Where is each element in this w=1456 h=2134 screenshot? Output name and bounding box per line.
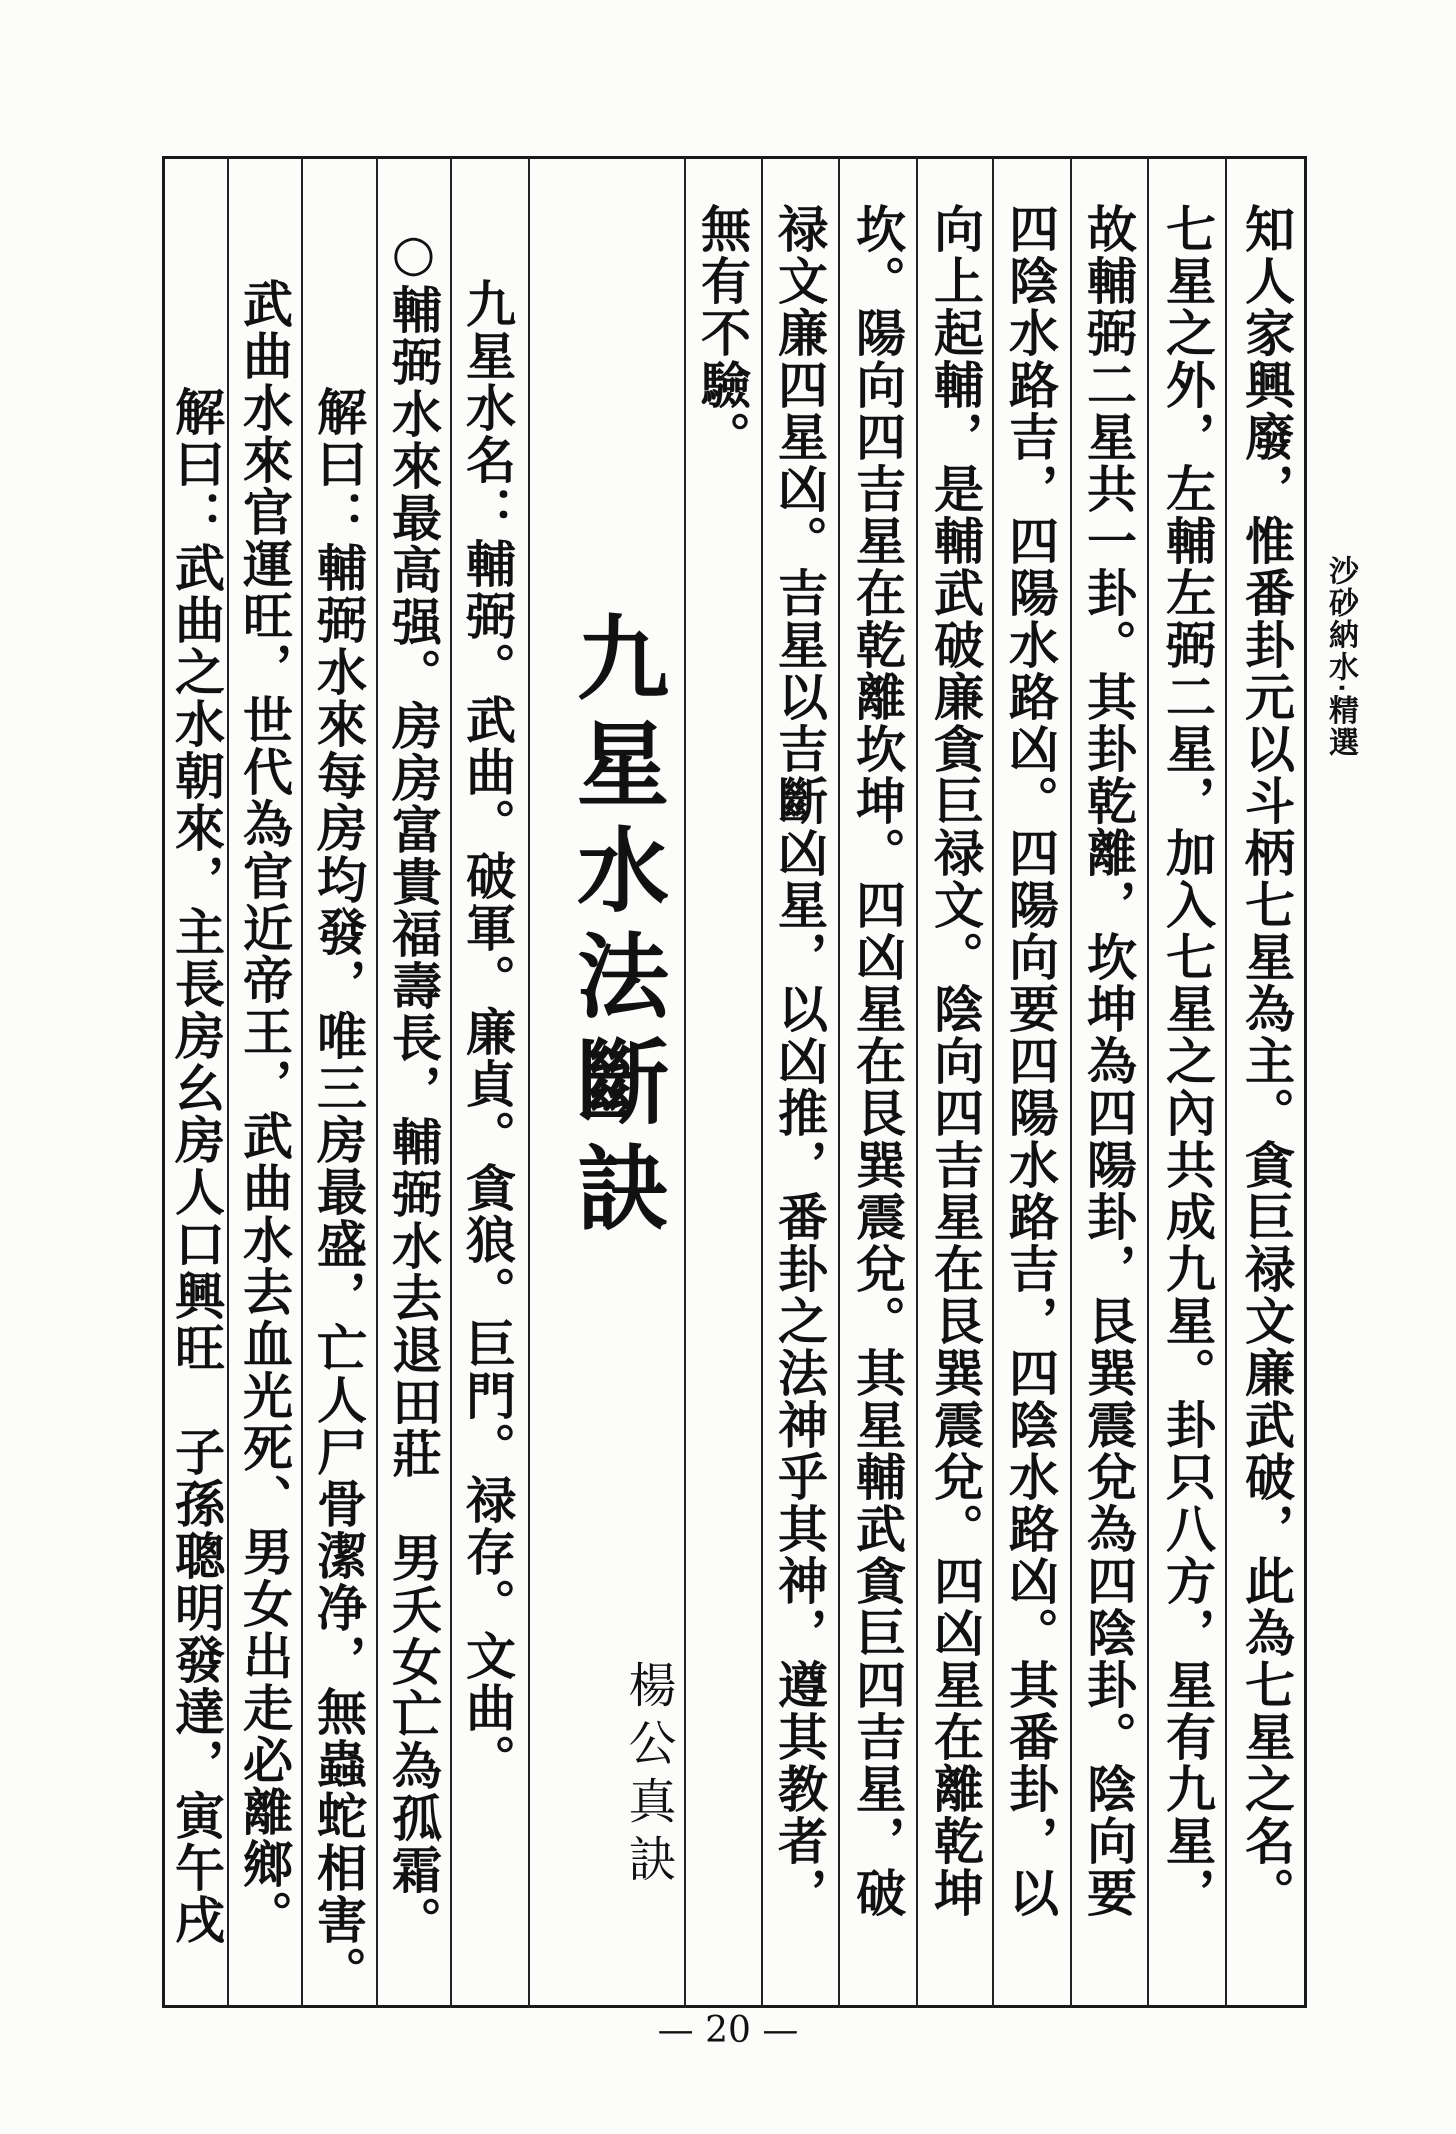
page-number: — 20 — [657,2010,799,2051]
text-column: 武曲水來官運旺，世代為官近帝王，武曲水去血光死、男女出走必離鄉。 [235,278,294,1942]
text-column: 向上起輔，是輔武破廉貪巨禄文。陰向四吉星在艮巽震兌。四凶星在離乾坤 [926,203,985,1919]
column-divider [916,156,918,2008]
text-column: 解曰：武曲之水朝來，主長房幺房人口興旺 子孫聰明發達，寅午戌 [167,386,226,1946]
text-column: 禄文廉四星凶。吉星以吉斷凶星，以凶推，番卦之法神乎其神，遵其教者， [770,203,829,1919]
column-divider [376,156,378,2008]
text-column: 坎。陽向四吉星在乾離坎坤。四凶星在艮巽震兌。其星輔武貪巨四吉星，破 [848,203,907,1919]
column-divider [838,156,840,2008]
running-header: 沙砂納水‧精選 [1323,555,1358,759]
column-divider [1147,156,1149,2008]
column-divider [227,156,229,2008]
section-title: 九星水法斷訣 [562,610,670,1246]
text-column: 四陰水路吉，四陽水路凶。四陽向要四陽水路吉，四陰水路凶。其番卦，以 [1001,203,1060,1919]
author-attribution: 楊公真訣 [620,1660,676,1892]
text-column: 七星之外，左輔左弼二星，加入七星之內共成九星。卦只八方，星有九星， [1158,203,1217,1919]
text-column: 解曰：輔弼水來每房均發，唯三房最盛，亡人尸骨潔净，無蟲蛇相害。 [309,386,368,1998]
text-column: 知人家興廢，惟番卦元以斗柄七星為主。貪巨禄文廉武破，此為七星之名。 [1237,203,1296,1919]
text-column: 故輔弼二星共一卦。其卦乾離，坎坤為四陽卦，艮巽震兌為四陰卦。陰向要 [1079,203,1138,1919]
column-divider [761,156,763,2008]
column-divider [992,156,994,2008]
column-divider [528,156,530,2008]
column-divider [301,156,303,2008]
column-divider [450,156,452,2008]
text-column: ○輔弼水來最高强。房房富貴福壽長，輔弼水去退田莊 男夭女亡為孤霜。 [384,223,443,1948]
column-divider [684,156,686,2008]
column-divider [1070,156,1072,2008]
text-column: 無有不驗。 [693,203,752,463]
column-divider [1225,156,1227,2008]
text-column: 九星水名：輔弼。武曲。破軍。廉貞。貪狼。巨門。禄存。文曲。 [458,278,517,1786]
